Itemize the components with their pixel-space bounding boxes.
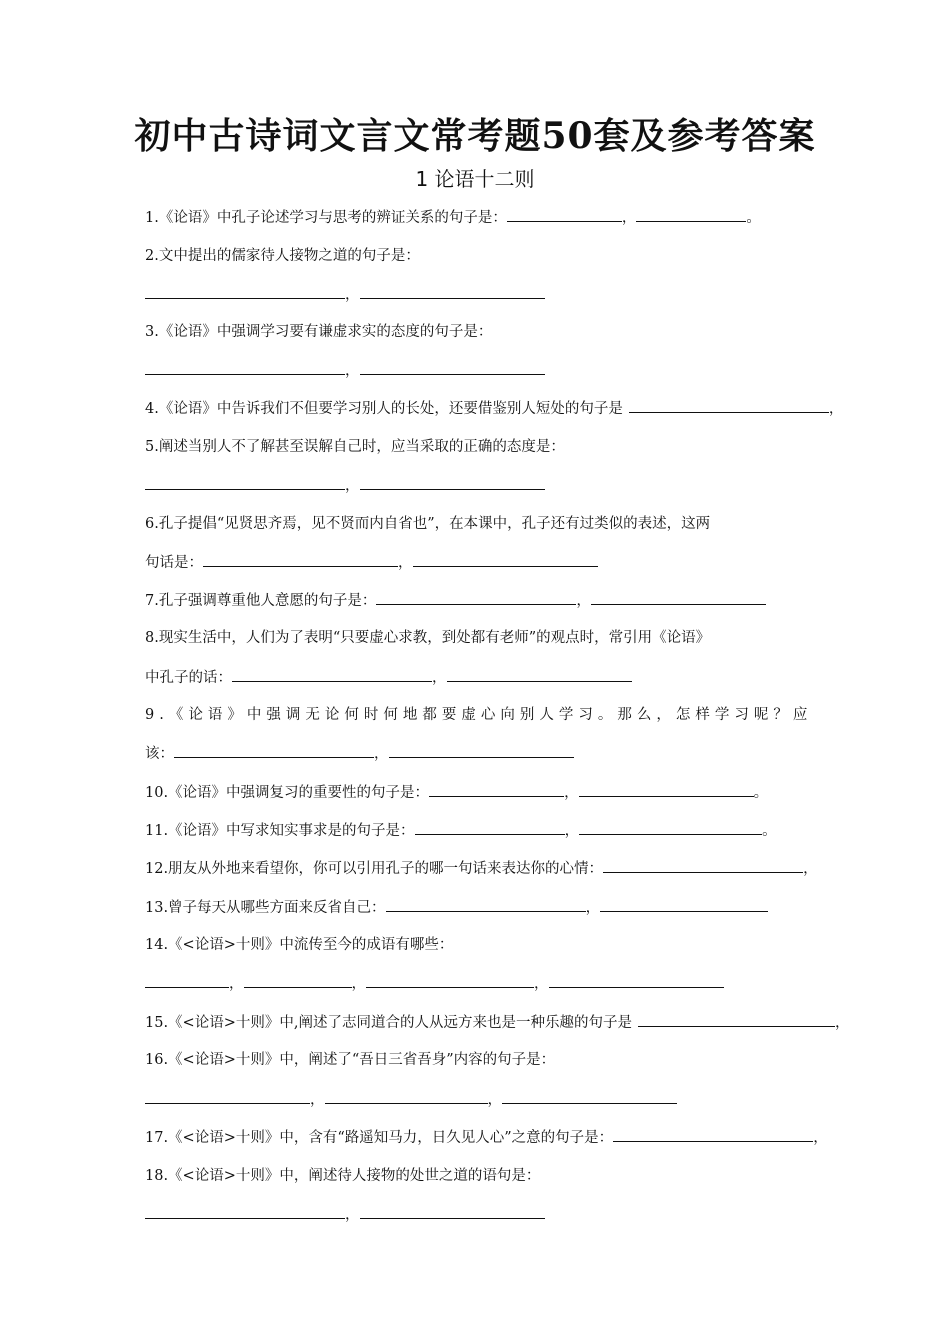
- period: 。: [753, 785, 769, 801]
- question-17: [145, 1127, 910, 1148]
- question-text: 中孔子的话：: [145, 670, 232, 686]
- comma: ，: [585, 900, 601, 916]
- answer-blank[interactable]: [232, 667, 432, 682]
- question-text: 15.《<论语>十则》中,阐述了志同道合的人从远方来也是一种乐趣的句子是: [145, 1015, 632, 1031]
- answer-blank[interactable]: [579, 820, 762, 835]
- document-title: 初中古诗词文言文常考题50套及参考答案: [134, 115, 816, 157]
- answer-blank[interactable]: [579, 782, 754, 797]
- answer-blank[interactable]: [413, 552, 598, 567]
- comma: ，: [398, 555, 413, 571]
- question-4: [145, 398, 910, 419]
- comma: ，: [813, 1130, 828, 1146]
- question-3: [145, 322, 910, 342]
- question-text: 该：: [145, 746, 174, 762]
- answer-blank[interactable]: [600, 897, 768, 912]
- question-16: [145, 1050, 910, 1070]
- section-title: 1 论语十二则: [415, 167, 535, 191]
- question-text: 16.《<论语>十则》中，阐述了“吾日三省吾身”内容的句子是：: [145, 1052, 556, 1068]
- question-13: [145, 897, 910, 918]
- question-text: 9.《论语》中强调无论何时何地都要虚心向别人学习。那么，怎样学习呢？应: [145, 707, 813, 723]
- answer-blank[interactable]: [636, 207, 746, 222]
- comma: ，: [828, 401, 844, 417]
- question-text: 8.现实生活中，人们为了表明“只要虚心求教，到处都有老师”的观点时，常引用《论语》: [145, 630, 711, 646]
- answer-blank[interactable]: [366, 973, 534, 988]
- question-6: [145, 514, 910, 534]
- question-text: 12.朋友从外地来看望你，你可以引用孔子的哪一句话来表达你的心情：: [145, 861, 604, 877]
- question-text: 7.孔子强调尊重他人意愿的句子是：: [145, 593, 377, 609]
- answer-blank[interactable]: [145, 360, 345, 375]
- comma: ，: [487, 1092, 502, 1108]
- answer-blank[interactable]: [613, 1127, 813, 1142]
- answer-blank[interactable]: [415, 820, 565, 835]
- comma: ，: [803, 861, 818, 877]
- comma: ，: [345, 478, 360, 494]
- question-9: [145, 705, 910, 725]
- comma: ，: [576, 593, 591, 609]
- answer-blank[interactable]: [360, 475, 545, 490]
- comma: ，: [351, 976, 366, 992]
- answer-blank[interactable]: [502, 1089, 677, 1104]
- answer-blank[interactable]: [603, 858, 803, 873]
- answer-blank[interactable]: [145, 1204, 345, 1219]
- question-18: [145, 1166, 910, 1186]
- answer-blank[interactable]: [386, 897, 586, 912]
- comma: ，: [534, 976, 549, 992]
- period: 。: [762, 823, 777, 839]
- answer-line: [145, 360, 910, 381]
- comma: ，: [345, 363, 360, 379]
- comma: ，: [229, 976, 244, 992]
- answer-blank[interactable]: [591, 590, 766, 605]
- answer-blank[interactable]: [629, 398, 829, 413]
- comma: ，: [432, 670, 447, 686]
- question-9-continued: [145, 743, 910, 764]
- comma: ，: [834, 1015, 850, 1031]
- answer-blank[interactable]: [376, 590, 576, 605]
- question-text: 1.《论语》中孔子论述学习与思考的辨证关系的句子是：: [145, 210, 507, 226]
- comma: ，: [345, 1207, 360, 1223]
- question-text: 14.《<论语>十则》中流传至今的成语有哪些：: [145, 937, 454, 953]
- question-11: [145, 820, 910, 841]
- answer-blank[interactable]: [549, 973, 724, 988]
- answer-line: [145, 1089, 910, 1110]
- answer-blank[interactable]: [325, 1089, 488, 1104]
- comma: ，: [374, 746, 389, 762]
- question-text: 5.阐述当别人不了解甚至误解自己时，应当采取的正确的态度是：: [145, 439, 565, 455]
- answer-blank[interactable]: [447, 667, 632, 682]
- answer-blank[interactable]: [507, 207, 622, 222]
- question-text: 3.《论语》中强调学习要有谦虚求实的态度的句子是：: [145, 324, 493, 340]
- answer-blank[interactable]: [360, 360, 545, 375]
- question-7: [145, 590, 910, 611]
- question-text: 6.孔子提倡“见贤思齐焉，见不贤而内自省也”，在本课中，孔子还有过类似的表述，这两: [145, 516, 711, 532]
- question-2: [145, 246, 910, 266]
- question-8-continued: [145, 667, 910, 688]
- question-text: 句话是：: [145, 555, 203, 571]
- answer-blank[interactable]: [244, 973, 352, 988]
- question-10: [145, 782, 910, 803]
- answer-line: [145, 973, 910, 994]
- answer-blank[interactable]: [145, 284, 345, 299]
- question-text: 18.《<论语>十则》中，阐述待人接物的处世之道的语句是：: [145, 1168, 541, 1184]
- comma: ，: [564, 823, 580, 839]
- answer-line: [145, 1204, 910, 1225]
- answer-blank[interactable]: [145, 1089, 310, 1104]
- answer-blank[interactable]: [389, 743, 574, 758]
- question-14: [145, 935, 910, 955]
- question-1: [145, 207, 910, 228]
- question-12: [145, 858, 910, 879]
- answer-line: [145, 475, 910, 496]
- comma: ，: [621, 210, 637, 226]
- answer-blank[interactable]: [360, 284, 545, 299]
- question-15: [145, 1012, 910, 1033]
- answer-line: [145, 284, 910, 305]
- answer-blank[interactable]: [429, 782, 564, 797]
- question-text: 11.《论语》中写求知实事求是的句子是：: [145, 823, 415, 839]
- comma: ，: [564, 785, 579, 801]
- answer-blank[interactable]: [203, 552, 398, 567]
- answer-blank[interactable]: [638, 1012, 835, 1027]
- question-text: 2.文中提出的儒家待人接物之道的句子是：: [145, 248, 420, 264]
- period: 。: [746, 210, 761, 226]
- comma: ，: [310, 1092, 325, 1108]
- question-8: [145, 628, 910, 648]
- question-text: 17.《<论语>十则》中，含有“路遥知马力，日久见人心”之意的句子是：: [145, 1130, 614, 1146]
- question-text: 13.曾子每天从哪些方面来反省自己：: [145, 900, 386, 916]
- question-text: 10.《论语》中强调复习的重要性的句子是：: [145, 785, 430, 801]
- question-5: [145, 437, 910, 457]
- answer-blank[interactable]: [174, 743, 374, 758]
- answer-blank[interactable]: [145, 475, 345, 490]
- comma: ，: [345, 287, 360, 303]
- question-text: 4.《论语》中告诉我们不但要学习别人的长处，还要借鉴别人短处的句子是: [145, 401, 623, 417]
- answer-blank[interactable]: [360, 1204, 545, 1219]
- question-6-continued: [145, 552, 910, 573]
- answer-blank[interactable]: [145, 973, 229, 988]
